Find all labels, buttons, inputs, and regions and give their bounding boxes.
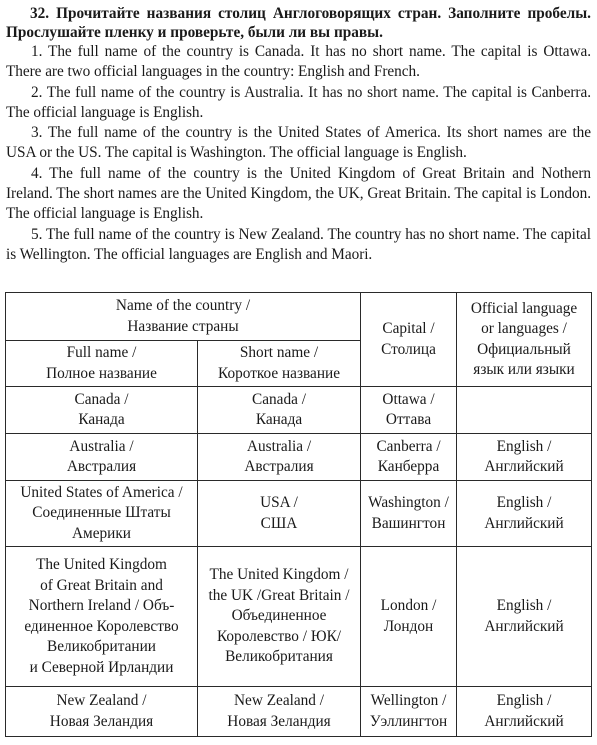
header-line: язык или языки — [473, 361, 575, 378]
task-number: 32. — [30, 5, 50, 22]
cell-line: Канберра — [377, 458, 440, 475]
cell-capital — [361, 434, 457, 481]
header-short-name — [198, 341, 361, 387]
table-row-uk — [6, 547, 592, 687]
cell-line: Australia / — [69, 437, 134, 455]
cell-line: New Zealand / — [56, 692, 147, 709]
paragraph-uk: 4. The full name of the country is the United Kingdom of Great Britain and Nothern Ireland. The short names are the United Kingdom, the UK, Great Britain. The capital is London. The official language is English. — [6, 164, 591, 223]
header-line: Capital / — [382, 320, 435, 337]
cell-line: Английский — [484, 617, 564, 635]
cell-language-blank — [457, 387, 592, 434]
cell-capital — [361, 687, 457, 737]
header-line: or languages / — [481, 320, 567, 337]
cell-line: США — [260, 514, 298, 532]
cell-line: Ottawa / — [382, 390, 435, 408]
cell-line: Australia / — [246, 437, 312, 455]
cell-line: the UK /Great Britain / — [208, 586, 350, 604]
cell-line: Новая Зеландия — [49, 712, 154, 730]
cell-full-name — [6, 434, 198, 481]
cell-line: Объединенное — [231, 607, 327, 625]
cell-line: и Северной Ирландии — [29, 658, 174, 676]
cell-line: English / — [496, 437, 552, 455]
cell-language — [457, 481, 592, 547]
cell-full-name — [6, 481, 198, 547]
cell-capital — [361, 547, 457, 687]
cell-short-name — [198, 481, 361, 547]
cell-full-name — [6, 547, 198, 687]
header-line: Столица — [381, 340, 436, 358]
cell-line: Королевство / ЮК/ — [216, 627, 342, 645]
countries-table — [5, 292, 592, 737]
cell-line: Wellington / — [370, 692, 447, 709]
paragraph-canada: 1. The full name of the country is Canada. It has no short name. The capital is Ottawa. There are two official languages in the country: English and French. — [6, 43, 591, 81]
cell-line: The United Kingdom / — [209, 566, 349, 584]
paragraph-usa: 3. The full name of the country is the United States of America. Its short names are the USA or the US. The capital is Washington. The official language is English. — [6, 124, 591, 162]
paragraph-australia: 2. The full name of the country is Australia. It has no short name. The capital is Canberra. The official language is English. — [6, 83, 591, 121]
task-instruction — [6, 4, 591, 42]
header-line: Короткое название — [218, 364, 340, 382]
cell-line: United States of America / — [20, 483, 183, 501]
cell-line: The United Kingdom — [36, 556, 167, 573]
countries-table-body — [6, 293, 592, 737]
cell-line: Америки — [72, 524, 131, 542]
cell-full-name — [6, 687, 198, 737]
cell-line: Оттава — [385, 411, 432, 428]
header-line: Short name / — [239, 344, 319, 361]
task-instruction-text: Прочитайте названия столиц Англоговорящих стран. Заполните пробелы. Прослушайте пленку и проверьте, были ли вы правы. — [6, 5, 591, 41]
header-official-language — [457, 293, 592, 387]
header-line: Official language — [470, 299, 578, 317]
cell-language — [457, 687, 592, 737]
cell-line: Австралия — [66, 458, 137, 475]
header-line: Официальный — [477, 340, 571, 358]
cell-line: Уэллингтон — [369, 712, 448, 730]
cell-line: London / — [380, 597, 437, 614]
cell-line: English / — [496, 494, 552, 511]
cell-line: Английский — [484, 458, 564, 475]
cell-language — [457, 434, 592, 481]
cell-line: Канада — [255, 411, 303, 428]
cell-line: Northern Ireland / Объ- — [28, 597, 175, 614]
header-capital — [361, 293, 457, 387]
table-row-new-zealand — [6, 687, 592, 737]
header-line: Full name / — [66, 344, 137, 361]
cell-line: Лондон — [383, 617, 434, 635]
cell-line: English / — [496, 597, 552, 614]
header-line: Название страны — [127, 317, 239, 335]
cell-line: Вашингтон — [371, 514, 446, 532]
cell-line: Новая Зеландия — [227, 712, 331, 730]
table-row-usa — [6, 481, 592, 547]
cell-line: Английский — [484, 514, 564, 532]
cell-line: New Zealand / — [233, 692, 325, 709]
cell-line: Английский — [484, 712, 564, 730]
cell-capital — [361, 387, 457, 434]
cell-line: English / — [496, 692, 552, 709]
cell-line: Canada / — [252, 390, 306, 408]
cell-line: Canada / — [74, 390, 129, 408]
cell-short-name — [198, 547, 361, 687]
cell-line: Австралия — [244, 458, 314, 475]
header-line: Полное название — [46, 364, 157, 382]
cell-line: единенное Королевство — [24, 617, 179, 635]
header-row-top — [6, 293, 592, 341]
header-full-name — [6, 341, 198, 387]
cell-line: USA / — [260, 494, 298, 511]
cell-short-name — [198, 387, 361, 434]
cell-line: Великобритании — [47, 638, 156, 655]
cell-short-name — [198, 687, 361, 737]
cell-full-name — [6, 387, 198, 434]
paragraph-new-zealand: 5. The full name of the country is New Zealand. The country has no short name. The capital is Wellington. The official languages are English and Maori. — [6, 225, 591, 263]
cell-line: Canberra / — [376, 437, 441, 455]
cell-capital — [361, 481, 457, 547]
table-row-australia — [6, 434, 592, 481]
header-line: Name of the country / — [115, 297, 251, 314]
table-row-canada — [6, 387, 592, 434]
cell-line: Washington / — [368, 494, 449, 511]
cell-line: Великобритания — [225, 648, 333, 666]
header-name-of-country — [6, 293, 361, 341]
cell-line: Соединенные Штаты — [32, 504, 171, 522]
cell-language — [457, 547, 592, 687]
cell-line: Канада — [78, 411, 125, 428]
cell-line: of Great Britain and — [40, 576, 163, 594]
cell-short-name — [198, 434, 361, 481]
